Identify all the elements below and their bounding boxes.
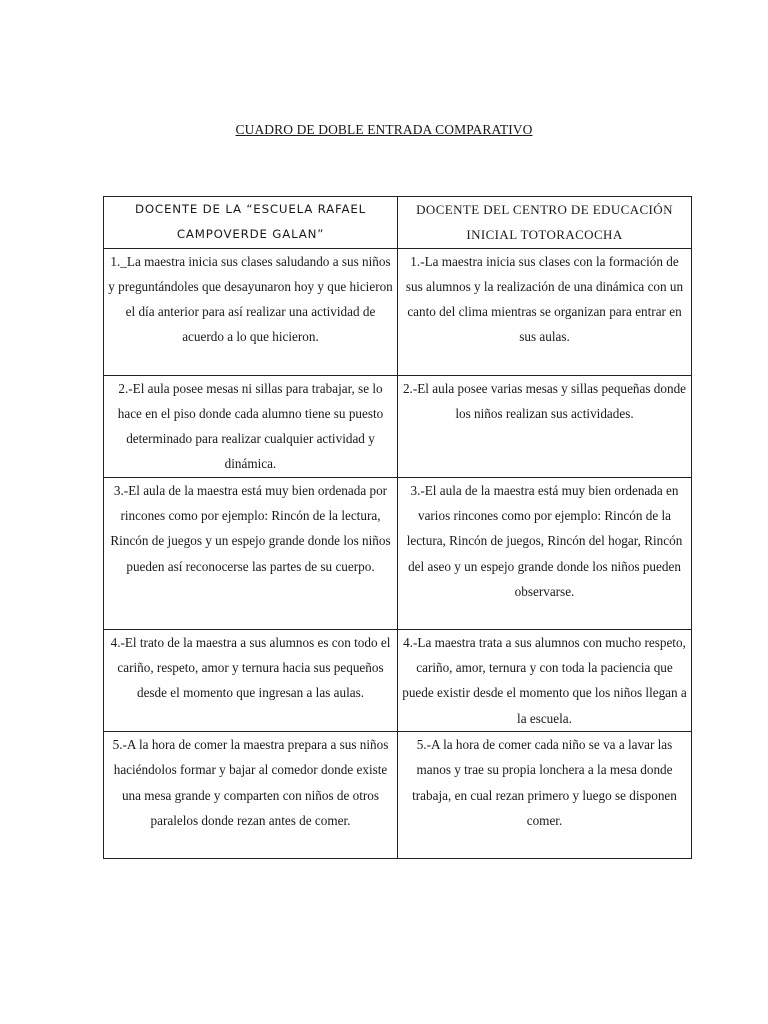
table-cell: 2.-El aula posee varias mesas y sillas pequeñas donde los niños realizan sus actividades. <box>398 375 692 477</box>
table-cell: 4.-El trato de la maestra a sus alumnos es con todo el cariño, respeto, amor y ternura hacia sus pequeños desde el momento que ingresan a las aulas. <box>104 629 398 731</box>
table-row <box>104 477 692 629</box>
table-row <box>104 629 692 731</box>
table-row <box>104 248 692 375</box>
comparison-table <box>103 196 692 859</box>
table-row <box>104 731 692 858</box>
table-cell: 1.-La maestra inicia sus clases con la formación de sus alumnos y la realización de una dinámica con un canto del clima mientras se organizan para entrar en sus aulas. <box>398 248 692 375</box>
table-cell: 1._La maestra inicia sus clases saludando a sus niños y preguntándoles que desayunaron hoy y que hicieron el día anterior para así realizar una actividad de acuerdo a lo que hicieron. <box>104 248 398 375</box>
table-row <box>104 375 692 477</box>
table-cell: 2.-El aula posee mesas ni sillas para trabajar, se lo hace en el piso donde cada alumno tiene su puesto determinado para realizar cualquier actividad y dinámica. <box>104 375 398 477</box>
table-cell: 3.-El aula de la maestra está muy bien ordenada por rincones como por ejemplo: Rincón de la lectura, Rincón de juegos y un espejo grande donde los niños pueden así reconocerse las partes de su cuerpo. <box>104 477 398 629</box>
column-header-centro-totoracocha: DOCENTE DEL CENTRO DE EDUCACIÓN INICIAL TOTORACOCHA <box>398 197 692 249</box>
table-cell: 5.-A la hora de comer cada niño se va a lavar las manos y trae su propia lonchera a la mesa donde trabaja, en cual rezan primero y luego se disponen comer. <box>398 731 692 858</box>
table-cell: 4.-La maestra trata a sus alumnos con mucho respeto, cariño, amor, ternura y con toda la paciencia que puede existir desde el momento que los niños llegan a la escuela. <box>398 629 692 731</box>
table-cell: 5.-A la hora de comer la maestra prepara a sus niños haciéndolos formar y bajar al comedor donde existe una mesa grande y comparten con niños de otros paralelos donde rezan antes de comer. <box>104 731 398 858</box>
document-title: CUADRO DE DOBLE ENTRADA COMPARATIVO <box>235 122 533 137</box>
table-header-row <box>104 197 692 249</box>
table-cell: 3.-El aula de la maestra está muy bien ordenada en varios rincones como por ejemplo: Rincón de la lectura, Rincón de juegos, Rincón del hogar, Rincón del aseo y un espejo grande donde los niños pueden observarse. <box>398 477 692 629</box>
column-header-escuela-rafael-campoverde: DOCENTE DE LA “ESCUELA RAFAEL CAMPOVERDE GALAN” <box>104 197 398 249</box>
